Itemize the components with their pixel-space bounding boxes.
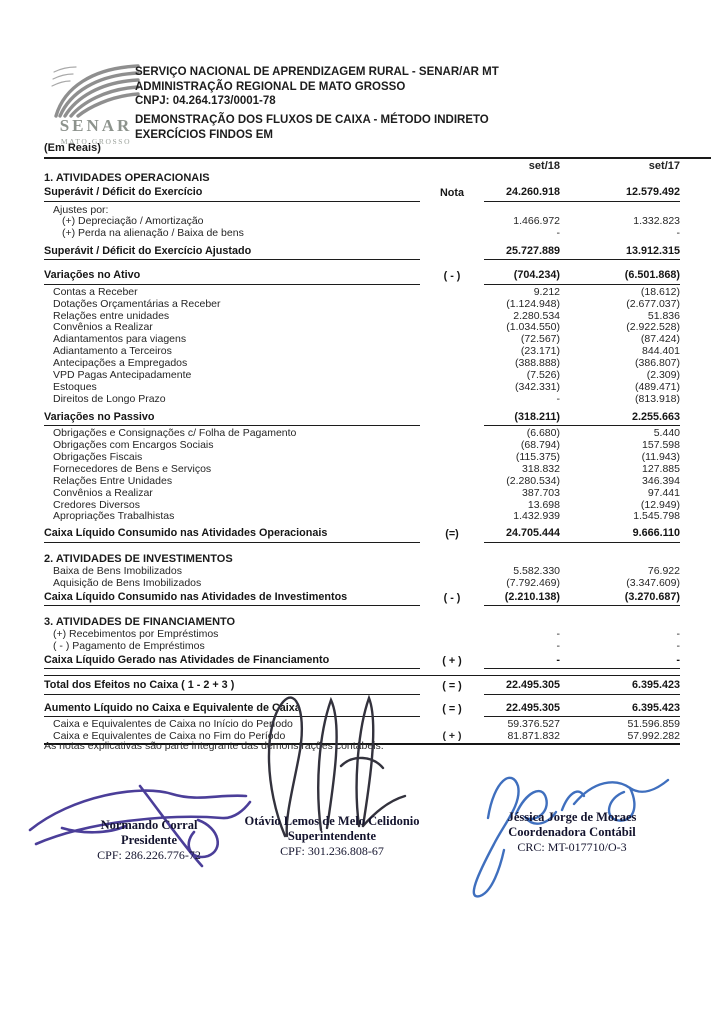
signatory-role: Presidente [120, 833, 177, 847]
row-label: Obrigações Fiscais [53, 450, 143, 463]
logo-wordmark: SENAR [59, 116, 133, 135]
table-row [44, 702, 680, 718]
senar-logo-arcs-icon [50, 62, 142, 118]
row-value-set17: (6.501.868) [560, 269, 680, 285]
row-value-set17: 6.395.423 [560, 702, 680, 718]
row-value-set17: (489.471) [635, 380, 680, 393]
row-gap [44, 545, 680, 553]
row-value-set18: (72.567) [520, 333, 560, 346]
row-value-set17: - [676, 639, 680, 652]
row-marker: ( = ) [442, 702, 462, 715]
row-label: Estoques [53, 380, 97, 393]
column-headers [44, 160, 680, 172]
row-value-set17: (11.943) [641, 450, 680, 463]
row-value-set18: (23.171) [520, 345, 560, 358]
row-marker [420, 259, 484, 261]
row-marker: (=) [445, 528, 459, 541]
table-row [44, 679, 680, 695]
column-header-set17: set/17 [648, 160, 680, 172]
row-value-set17: 51.836 [647, 309, 680, 322]
senar-logo [50, 62, 142, 146]
row-gap [44, 608, 680, 616]
row-value-set17: - [676, 226, 680, 239]
row-value-set18: 22.495.305 [484, 702, 560, 718]
row-label: Credores Diversos [53, 498, 140, 511]
signatory-id: CPF: 301.236.808-67 [280, 844, 384, 858]
header-rule [44, 157, 711, 159]
table-row [44, 578, 680, 590]
row-value-set17: 1.332.823 [633, 214, 680, 227]
row-marker: ( = ) [442, 680, 462, 693]
row-value-set18: 59.376.527 [507, 718, 560, 731]
row-label: Aquisição de Bens Imobilizados [53, 576, 202, 589]
row-value-set18: (318.211) [484, 411, 560, 427]
row-marker: ( + ) [442, 654, 462, 667]
table-row [44, 641, 680, 653]
table-row [44, 245, 680, 261]
table-row [44, 186, 680, 202]
row-value-set18: 5.582.330 [513, 564, 560, 577]
row-value-set17: 12.579.492 [560, 186, 680, 202]
table-row [44, 488, 680, 500]
row-value-set17: 1.545.798 [633, 510, 680, 523]
row-label: Caixa e Equivalentes de Caixa no Início do Período [53, 718, 293, 731]
row-value-set17: 346.394 [642, 474, 680, 487]
org-cnpj: CNPJ: 04.264.173/0001-78 [135, 95, 276, 107]
row-value-set18: (1.124.948) [506, 297, 560, 310]
row-value-set17: - [560, 654, 680, 670]
row-value-set18: 24.260.918 [484, 186, 560, 202]
table-row [44, 382, 680, 394]
row-marker: ( + ) [442, 730, 462, 743]
row-value-set17: 13.912.315 [560, 245, 680, 261]
table-row [44, 172, 680, 185]
row-label: Obrigações com Encargos Sociais [53, 439, 214, 452]
row-value-set18: (704.234) [484, 269, 560, 285]
row-label: Aumento Líquido no Caixa e Equivalente de Caixa [44, 702, 420, 718]
row-value-set17: (2.922.528) [626, 321, 680, 334]
row-gap [44, 262, 680, 268]
table-row [44, 527, 680, 543]
row-value-set18: - [556, 226, 560, 239]
row-value-set18: (6.680) [526, 427, 560, 440]
row-label: VPD Pagas Antecipadamente [53, 369, 192, 381]
row-gap [44, 697, 680, 701]
row-label: Superávit / Déficit do Exercício [44, 186, 420, 202]
row-label: Dotações Orçamentárias a Receber [53, 297, 221, 310]
row-value-set17: 2.255.663 [560, 411, 680, 427]
row-value-set18: (1.034.550) [506, 321, 560, 334]
row-label: Caixa Líquido Consumido nas Atividades de Investimentos [44, 591, 420, 607]
row-marker: ( - ) [443, 591, 461, 604]
row-label: Adiantamento a Terceiros [53, 345, 172, 358]
row-label: 1. ATIVIDADES OPERACIONAIS [44, 172, 210, 184]
signatory-name: Normando Corral [100, 818, 198, 832]
row-value-set17: - [676, 628, 680, 641]
row-label: Baixa de Bens Imobilizados [53, 564, 182, 577]
table-row [44, 287, 680, 299]
table-row [44, 228, 680, 240]
org-region: ADMINISTRAÇÃO REGIONAL DE MATO GROSSO [135, 80, 406, 93]
row-value-set17: (2.309) [646, 369, 680, 381]
row-value-set18: (68.794) [520, 439, 560, 452]
row-value-set17: 844.401 [642, 345, 680, 358]
row-label: Convênios a Realizar [53, 321, 153, 334]
signatory-name: Otávio Lemos de Melo Celidonio [244, 814, 420, 828]
row-label: (+) Recebimentos por Empréstimos [53, 628, 219, 641]
org-header [135, 65, 499, 109]
row-value-set18: - [556, 639, 560, 652]
signatory-id: CRC: MT-017710/O-3 [517, 840, 627, 854]
row-value-set18: (2.280.534) [506, 474, 560, 487]
table-row [44, 476, 680, 488]
row-label: Total dos Efeitos no Caixa ( 1 - 2 + 3 ) [44, 679, 420, 695]
row-label: (+) Depreciação / Amortização [62, 214, 204, 227]
signatory-role: Superintendente [287, 829, 377, 843]
row-value-set18: 24.705.444 [484, 527, 560, 543]
row-label: Obrigações e Consignações c/ Folha de Pagamento [53, 427, 297, 440]
row-label: (+) Perda na alienação / Baixa de bens [62, 226, 244, 239]
signatory-id: CPF: 286.226.776-72 [97, 848, 201, 862]
table-row [44, 370, 680, 382]
row-marker: Nota [440, 187, 464, 199]
row-gap [44, 676, 680, 678]
row-value-set18: - [484, 654, 560, 670]
row-label: ( - ) Pagamento de Empréstimos [53, 639, 205, 652]
row-label: Superávit / Déficit do Exercício Ajustado [44, 245, 420, 261]
row-label: 3. ATIVIDADES DE FINANCIAMENTO [44, 616, 236, 629]
row-value-set18: (388.888) [515, 357, 560, 370]
row-value-set18: 2.280.534 [513, 309, 560, 322]
column-header-set18: set/18 [528, 160, 560, 172]
row-value-set17: 97.441 [647, 486, 680, 499]
row-value-set18: (7.792.469) [506, 576, 560, 589]
row-value-set17: 127.885 [642, 462, 680, 475]
row-value-set18: 13.698 [527, 498, 560, 511]
row-value-set17: (18.612) [640, 285, 680, 298]
signatory-block-coordinator [462, 810, 682, 855]
table-row [44, 654, 680, 670]
row-gap [44, 240, 680, 244]
row-value-set17: 6.395.423 [560, 679, 680, 695]
table-row [44, 553, 680, 566]
table-row [44, 464, 680, 476]
row-label: 2. ATIVIDADES DE INVESTIMENTOS [44, 552, 233, 565]
row-value-set17: 51.596.859 [627, 718, 680, 731]
row-value-set18: (7.526) [526, 369, 560, 381]
row-value-set17: 157.598 [642, 439, 680, 452]
row-marker: ( - ) [443, 270, 461, 283]
row-label: Convênios a Realizar [53, 486, 153, 499]
row-label: Antecipações a Empregados [53, 357, 188, 370]
row-value-set18: 81.871.832 [507, 730, 560, 743]
row-label: Direitos de Longo Prazo [53, 392, 166, 405]
row-value-set17: (2.677.037) [626, 297, 680, 310]
statement-table [44, 172, 680, 745]
table-row [44, 511, 680, 523]
row-value-set18: (115.375) [515, 450, 560, 463]
row-value-set18: 387.703 [522, 486, 560, 499]
doc-title-line1: DEMONSTRAÇÃO DOS FLUXOS DE CAIXA - MÉTODO INDIRETO [135, 114, 489, 126]
currency-note: (Em Reais) [44, 142, 101, 154]
row-value-set18: 9.212 [533, 285, 560, 298]
row-label: Contas a Receber [53, 285, 138, 298]
row-label: Relações Entre Unidades [53, 474, 173, 487]
signatory-block-superintendent [222, 814, 442, 859]
row-value-set18: 1.432.939 [513, 510, 560, 523]
row-value-set18: 1.466.972 [513, 214, 560, 227]
row-value-set17: 9.666.110 [560, 527, 680, 543]
table-row [44, 591, 680, 607]
row-label: Variações no Passivo [44, 411, 420, 427]
row-label: Caixa e Equivalentes de Caixa no Fim do Período [53, 730, 286, 743]
row-value-set17: 5.440 [653, 427, 680, 440]
row-value-set17: (3.347.609) [626, 576, 680, 589]
row-value-set17: (12.949) [640, 498, 680, 511]
row-value-set17: 76.922 [647, 564, 680, 577]
row-value-set17: (3.270.687) [560, 591, 680, 607]
table-row [44, 566, 680, 578]
row-label: Ajustes por: [53, 203, 109, 216]
row-label: Adiantamentos para viagens [53, 333, 187, 346]
doc-title-line2: EXERCÍCIOS FINDOS EM [135, 128, 274, 141]
row-label: Caixa Líquido Consumido nas Atividades Operacionais [44, 527, 420, 543]
row-value-set18: - [556, 392, 560, 405]
row-label: Relações entre unidades [53, 309, 170, 322]
row-label: Caixa Líquido Gerado nas Atividades de Financiamento [44, 654, 420, 670]
row-value-set18: 318.832 [522, 462, 560, 475]
document-title [135, 113, 489, 142]
row-label: Fornecedores de Bens e Serviços [53, 462, 212, 475]
row-value-set17: (386.807) [635, 357, 680, 370]
signatory-name: Jéssica Jorge de Moraes [507, 810, 637, 824]
logo-subtitle: MATO GROSSO [60, 137, 132, 146]
row-value-set17: (87.424) [640, 333, 680, 346]
table-row [44, 394, 680, 406]
row-value-set18: (2.210.138) [484, 591, 560, 607]
row-label: Apropriações Trabalhistas [53, 510, 175, 523]
signatory-role: Coordenadora Contábil [508, 825, 636, 839]
row-value-set18: 22.495.305 [484, 679, 560, 695]
row-value-set17: 57.992.282 [627, 730, 680, 743]
row-value-set17: (813.918) [635, 392, 680, 405]
row-label: Variações no Ativo [44, 269, 420, 285]
row-value-set18: - [556, 628, 560, 641]
explanatory-note: As notas explicativas são parte integrante das demonstrações contábeis. [44, 740, 384, 752]
row-gap [44, 406, 680, 410]
row-value-set18: 25.727.889 [484, 245, 560, 261]
table-row [44, 299, 680, 311]
table-row [44, 269, 680, 285]
org-name: SERVIÇO NACIONAL DE APRENDIZAGEM RURAL - SENAR/AR MT [135, 66, 499, 78]
table-row [44, 411, 680, 427]
row-value-set18: (342.331) [515, 380, 560, 393]
row-marker [420, 425, 484, 427]
row-gap [44, 523, 680, 526]
